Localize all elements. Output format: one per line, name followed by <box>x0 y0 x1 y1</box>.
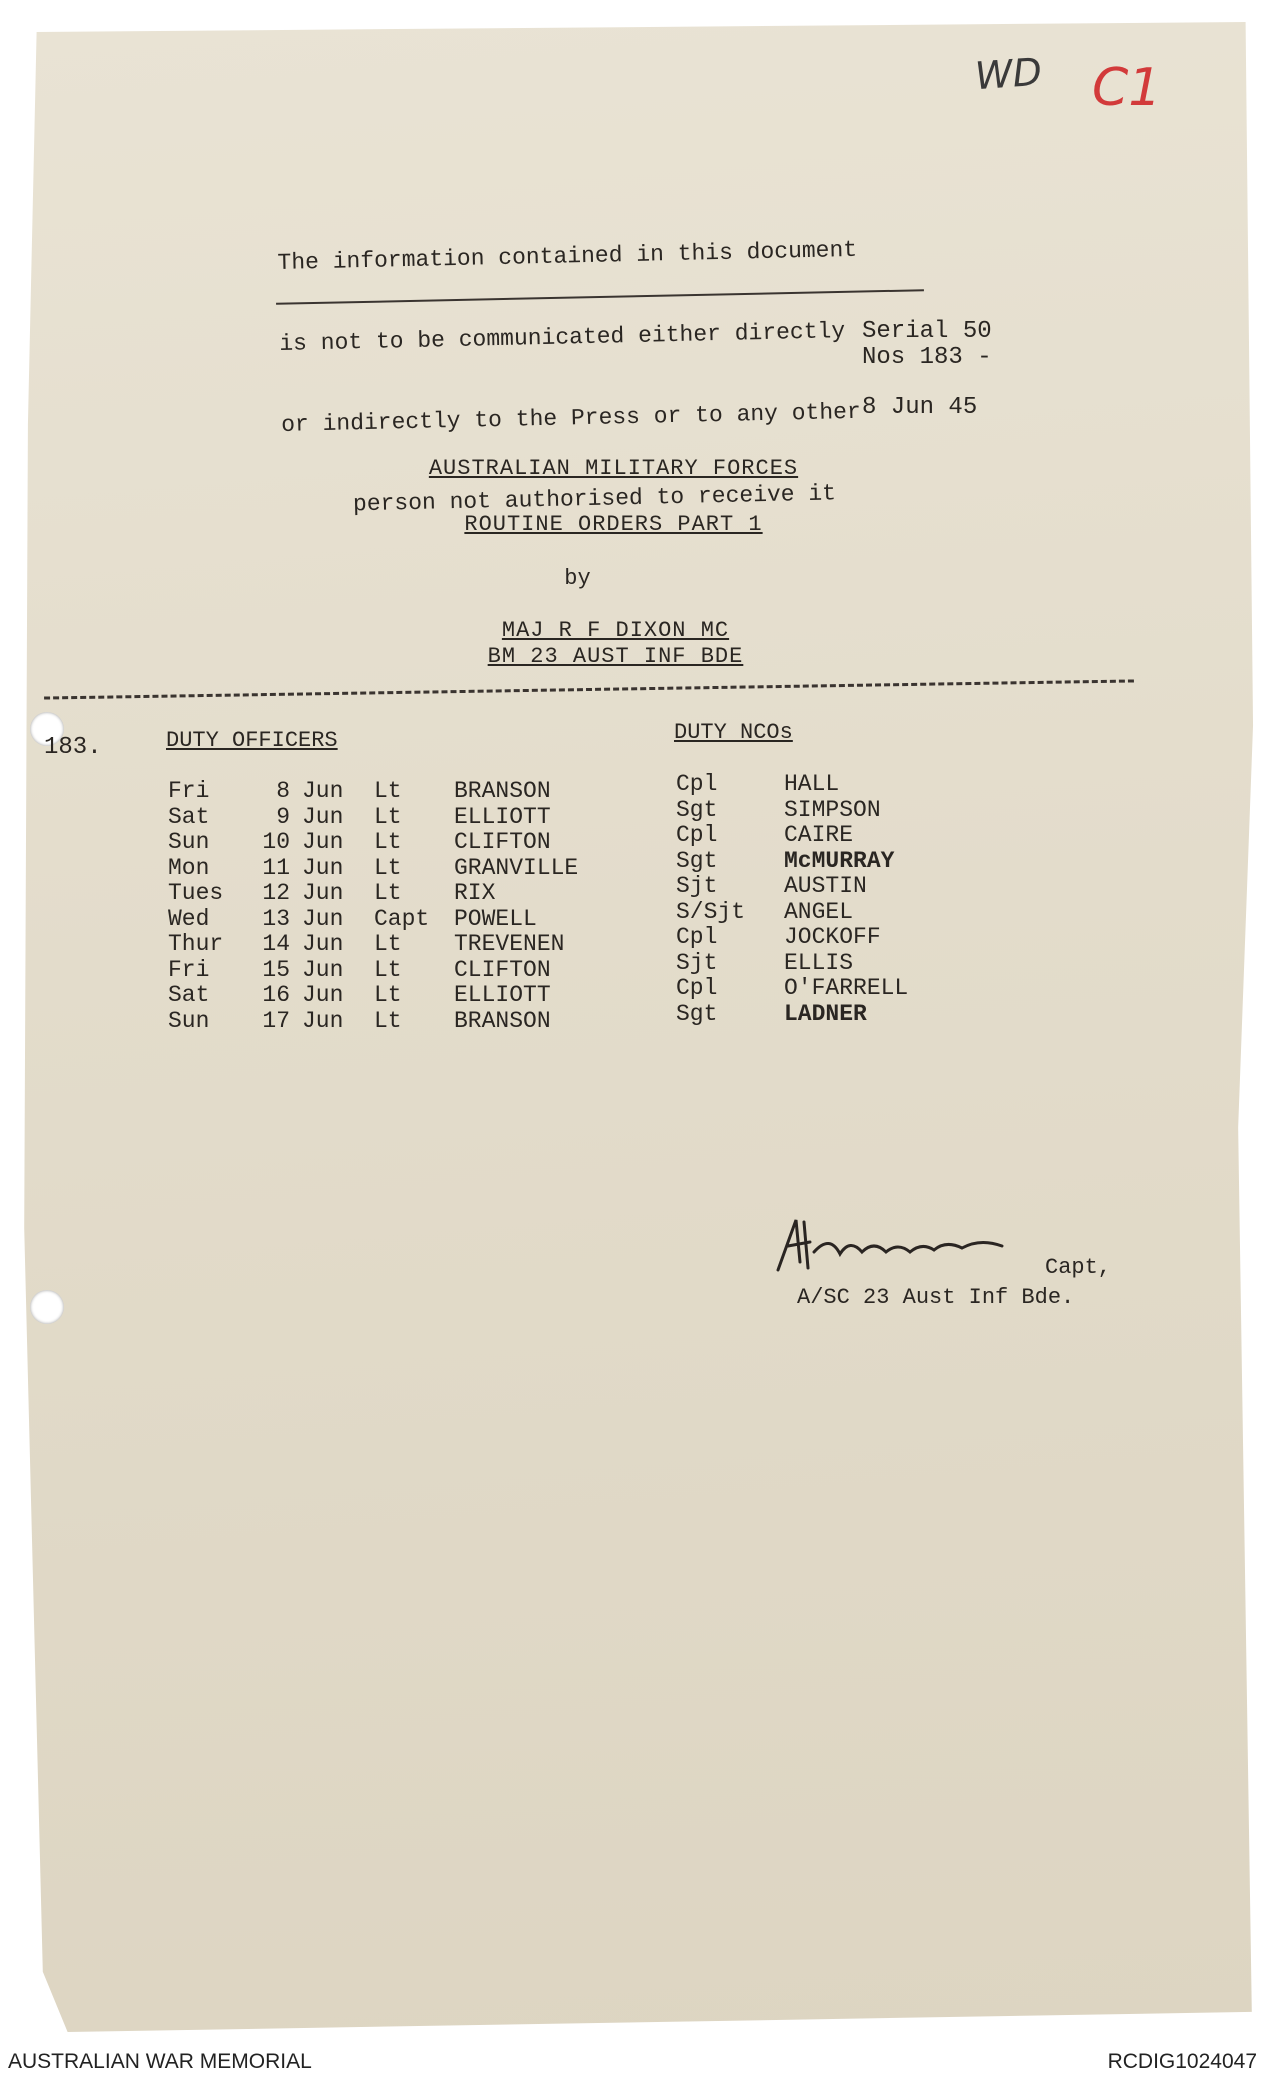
nco-rank: Sgt <box>676 796 718 823</box>
officer-name: GRANVILLE <box>454 854 579 881</box>
signatory-rank: Capt, <box>1045 1255 1112 1280</box>
officer-rank: Lt <box>374 982 402 1008</box>
officer-date: 11 <box>262 854 290 881</box>
officer-date: 13 <box>262 905 290 932</box>
officer-month: Jun <box>302 778 344 804</box>
signatory-appointment: A/SC 23 Aust Inf Bde. <box>797 1285 1075 1310</box>
nco-name: McMURRAY <box>784 847 895 874</box>
officer-name: TREVENEN <box>454 931 565 957</box>
duty-ncos-table <box>676 772 944 1027</box>
nco-name: SIMPSON <box>784 796 881 823</box>
officer-month: Jun <box>302 829 344 855</box>
officer-month: Jun <box>302 1007 344 1034</box>
duty-nco-row <box>676 874 944 900</box>
officer-date: 9 <box>276 803 290 830</box>
commander-name: MAJ R F DIXON MC <box>501 618 730 643</box>
signature-mark <box>770 1212 1030 1282</box>
officer-day: Fri <box>168 956 210 983</box>
nco-name: ANGEL <box>784 898 854 925</box>
duty-officer-row <box>168 779 614 805</box>
officer-date: 15 <box>262 956 290 983</box>
notice-line: person not authorised to receive it <box>352 480 837 518</box>
duty-nco-row <box>676 798 944 824</box>
handwritten-code: WD <box>973 49 1044 99</box>
officer-rank: Lt <box>374 829 402 855</box>
security-notice <box>276 183 864 547</box>
duty-officer-row <box>168 958 614 984</box>
duty-nco-row <box>676 900 944 926</box>
officer-name: CLIFTON <box>454 829 551 855</box>
nco-rank: S/Sjt <box>676 898 746 925</box>
officer-name: CLIFTON <box>454 956 551 983</box>
force-heading: AUSTRALIAN MILITARY FORCES <box>428 456 799 481</box>
footer-institution: AUSTRALIAN WAR MEMORIAL <box>8 2050 312 2073</box>
nco-rank: Sgt <box>676 1000 718 1027</box>
duty-nco-row <box>676 772 944 798</box>
officer-rank: Lt <box>374 1007 402 1034</box>
officer-day: Wed <box>168 905 210 932</box>
officer-name: BRANSON <box>454 778 551 804</box>
serial-number: Serial 50 <box>862 318 992 345</box>
officer-name: BRANSON <box>454 1007 551 1034</box>
commander-unit: BM 23 AUST INF BDE <box>487 644 744 669</box>
officer-date: 8 <box>276 778 290 804</box>
officer-day: Sat <box>168 803 210 830</box>
officer-date: 12 <box>262 880 290 906</box>
officer-name: ELLIOTT <box>454 982 551 1008</box>
officer-month: Jun <box>302 905 344 932</box>
officer-date: 17 <box>262 1007 290 1034</box>
nco-rank: Cpl <box>676 822 718 848</box>
notice-line: The information contained in this document <box>277 236 858 276</box>
officer-month: Jun <box>302 803 344 830</box>
nco-name: CAIRE <box>784 822 854 848</box>
officer-rank: Capt <box>374 905 430 932</box>
nco-name: HALL <box>784 771 840 797</box>
duty-ncos-heading: DUTY NCOs <box>674 720 793 745</box>
duty-officer-row <box>168 830 614 856</box>
punch-hole <box>30 1290 64 1324</box>
nco-name: AUSTIN <box>784 873 867 899</box>
duty-officer-row <box>168 1009 614 1035</box>
duty-officer-row <box>168 881 614 907</box>
notice-line: is not to be communicated either directly <box>279 318 846 357</box>
officer-month: Jun <box>302 880 344 906</box>
paragraph-number: 183. <box>44 734 102 761</box>
duty-officer-row <box>168 983 614 1009</box>
archive-mark: C1 <box>1092 58 1162 118</box>
duty-officer-row <box>168 907 614 933</box>
notice-line: or indirectly to the Press or to any other <box>280 398 862 438</box>
nco-rank: Sjt <box>676 949 718 976</box>
officer-name: ELLIOTT <box>454 803 551 830</box>
order-numbers: Nos 183 - <box>862 344 992 371</box>
duty-officer-row <box>168 856 614 882</box>
nco-name: LADNER <box>784 1000 867 1027</box>
officer-day: Sun <box>168 829 210 855</box>
officer-rank: Lt <box>374 931 402 957</box>
footer-record-id: RCDIG1024047 <box>1107 2050 1257 2073</box>
nco-rank: Sjt <box>676 873 718 899</box>
officer-date: 14 <box>262 931 290 957</box>
nco-name: ELLIS <box>784 949 854 976</box>
duty-officers-heading: DUTY OFFICERS <box>166 728 338 753</box>
nco-name: JOCKOFF <box>784 924 881 950</box>
duty-nco-row <box>676 951 944 977</box>
officer-rank: Lt <box>374 778 402 804</box>
officer-day: Thur <box>168 931 224 957</box>
officer-rank: Lt <box>374 803 402 830</box>
by-label: by <box>564 566 591 591</box>
officer-rank: Lt <box>374 880 402 906</box>
officer-day: Mon <box>168 854 210 881</box>
officer-name: RIX <box>454 880 496 906</box>
nco-rank: Cpl <box>676 975 718 1001</box>
officer-name: POWELL <box>454 905 537 932</box>
duty-nco-row <box>676 1002 944 1028</box>
duty-nco-row <box>676 925 944 951</box>
officer-day: Fri <box>168 778 210 804</box>
nco-name: O'FARRELL <box>784 975 909 1001</box>
officer-day: Sun <box>168 1007 210 1034</box>
duty-officers-table <box>168 779 614 1034</box>
order-date: 8 Jun 45 <box>862 394 978 421</box>
duty-nco-row <box>676 976 944 1002</box>
nco-rank: Cpl <box>676 771 718 797</box>
nco-rank: Cpl <box>676 924 718 950</box>
officer-month: Jun <box>302 982 344 1008</box>
officer-rank: Lt <box>374 854 402 881</box>
officer-date: 16 <box>262 982 290 1008</box>
duty-nco-row <box>676 823 944 849</box>
officer-month: Jun <box>302 956 344 983</box>
duty-officer-row <box>168 932 614 958</box>
officer-day: Sat <box>168 982 210 1008</box>
officer-month: Jun <box>302 854 344 881</box>
orders-heading: ROUTINE ORDERS PART 1 <box>464 512 763 537</box>
officer-date: 10 <box>262 829 290 855</box>
duty-officer-row <box>168 805 614 831</box>
officer-month: Jun <box>302 931 344 957</box>
officer-day: Tues <box>168 880 224 906</box>
officer-rank: Lt <box>374 956 402 983</box>
nco-rank: Sgt <box>676 847 718 874</box>
duty-nco-row <box>676 849 944 875</box>
